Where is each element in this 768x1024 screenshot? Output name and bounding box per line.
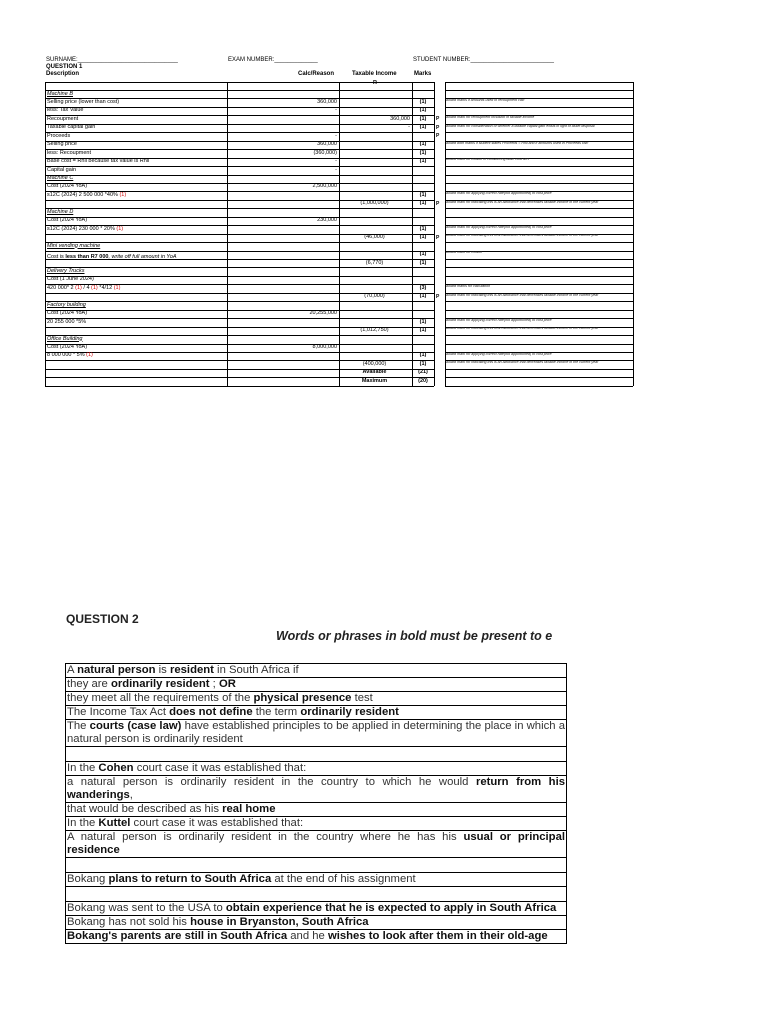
q1-marks: (1) bbox=[419, 327, 427, 334]
q1-calc-value: 20,255,000 bbox=[309, 310, 337, 317]
q1-taxable-value: 360,000 bbox=[390, 115, 410, 122]
q2-cell: they meet all the requirements of the physical presence test bbox=[66, 692, 567, 706]
grid-line bbox=[445, 301, 633, 302]
q1-p-flag: P bbox=[436, 293, 440, 300]
q2-row bbox=[66, 817, 567, 831]
q2-row bbox=[66, 776, 567, 803]
q1-marker-note: Award mark for consideration of whether a taxable capital gain exists in light of asset disposal bbox=[446, 124, 595, 128]
student-number-label: STUDENT NUMBER:_________________________ bbox=[413, 57, 554, 63]
q1-description: Proceeds bbox=[47, 132, 71, 139]
q2-row bbox=[66, 858, 567, 873]
q1-marker-note: Award mark for indicating this is an allowance that decreases taxable income in the current year bbox=[446, 327, 599, 331]
q1-calc-value: 8,000,000 bbox=[312, 344, 337, 350]
surname-label: SURNAME:______________________________ bbox=[46, 57, 178, 63]
q1-marks: (1) bbox=[419, 158, 427, 165]
q2-row bbox=[66, 831, 567, 858]
grid-line bbox=[445, 132, 633, 133]
q1-marker-note: Award mark for reason in considering base cost sert bbox=[446, 158, 529, 162]
q1-description: s12C (2024) 2 500 000 *40% (1) bbox=[47, 191, 127, 198]
q2-cell: they are ordinarily resident ; OR bbox=[66, 678, 567, 692]
q1-description: Selling price (lower than cost) bbox=[47, 98, 120, 105]
q1-marks: (1) bbox=[419, 234, 427, 241]
q2-cell: The Income Tax Act does not define the term ordinarily resident bbox=[66, 706, 567, 720]
q1-marks: (1) bbox=[419, 115, 427, 122]
q1-description: Taxable capital gain bbox=[47, 124, 96, 131]
q1-marker-note: Award mark for indicating this is an allowance that decreases taxable income in the current year bbox=[446, 234, 599, 238]
q1-marker-note: Award both marks if student states Proceeds = Rnil and if amounts used in Proceeds calc bbox=[446, 141, 589, 145]
grid-line bbox=[445, 166, 633, 167]
question1-grid bbox=[45, 82, 633, 439]
grid-line bbox=[445, 208, 633, 209]
grid-line bbox=[45, 82, 46, 386]
q1-description: Base cost = Rnil because tax value is Rnil bbox=[47, 158, 150, 165]
q2-cell: Bokang has not sold his house in Bryanston, South Africa bbox=[66, 916, 567, 930]
q2-row bbox=[66, 747, 567, 762]
q1-marks: (1) bbox=[419, 141, 427, 148]
currency-label: R bbox=[373, 80, 377, 86]
q1-p-flag: P bbox=[436, 116, 440, 123]
q1-p-flag: P bbox=[436, 200, 440, 207]
q1-description: s12C (2024) 230 000 * 20% (1) bbox=[47, 225, 124, 232]
q1-marks: (21) bbox=[418, 369, 428, 376]
q1-taxable-value: - bbox=[408, 124, 410, 131]
q1-description: Factory building bbox=[47, 301, 86, 308]
grid-line bbox=[445, 310, 633, 311]
q1-marks: (1) bbox=[419, 225, 427, 232]
q1-description: Cost (2024 YoA) bbox=[47, 310, 88, 317]
q1-marker-note: Award mark for applying correct rate(not apportioned) to cost price bbox=[446, 318, 552, 322]
q1-marks: (1) bbox=[419, 98, 427, 105]
q1-calc-value: 230,000 bbox=[317, 217, 337, 224]
q2-row bbox=[66, 720, 567, 747]
q1-description: Capital gain bbox=[47, 166, 77, 173]
col-description: Description bbox=[46, 71, 80, 77]
q2-cell: In the Cohen court case it was established that: bbox=[66, 762, 567, 776]
q1-marks: (1) bbox=[419, 251, 427, 258]
q2-cell: A natural person is resident in South Africa if bbox=[66, 664, 567, 678]
q1-marks: (1) bbox=[419, 318, 427, 325]
q1-marks: (1) bbox=[419, 293, 427, 300]
q2-cell: Bokang plans to return to South Africa at the end of his assignment bbox=[66, 873, 567, 887]
q1-marks: (1) bbox=[419, 259, 427, 266]
q1-description: Delivery Trucks bbox=[47, 267, 85, 274]
q1-marks: (1) bbox=[419, 200, 427, 207]
q1-description: Machine D bbox=[47, 208, 74, 215]
q1-calc-value: - bbox=[335, 158, 337, 165]
grid-line bbox=[445, 276, 633, 277]
q2-row bbox=[66, 902, 567, 916]
q1-marks: (1) bbox=[419, 352, 427, 359]
col-taxable-income: Taxable Income bbox=[352, 71, 397, 77]
q1-description: Cost (2024 YoA) bbox=[47, 183, 88, 190]
grid-line bbox=[445, 335, 633, 336]
q1-description: Recoupment bbox=[47, 115, 79, 122]
q1-marker-note: Award mark for applying correct rate(not apportioned) to cost price bbox=[446, 192, 552, 196]
q1-taxable-value: Available bbox=[362, 369, 387, 376]
q1-taxable-value: (1,012,750) bbox=[360, 327, 389, 334]
q1-description: Cost (2024 YoA) bbox=[47, 217, 88, 224]
q1-description: Machine C bbox=[47, 175, 74, 181]
q1-calc-value: (360,000) bbox=[313, 149, 337, 156]
q1-calc-value: 360,000 bbox=[317, 98, 337, 105]
col-calc-reason: Calc/Reason bbox=[298, 71, 335, 77]
q1-taxable-value: (400,000) bbox=[362, 360, 387, 367]
grid-line bbox=[45, 82, 434, 83]
grid-line bbox=[445, 344, 633, 345]
q2-cell: A natural person is ordinarily resident in the country where he has his usual or principal residence bbox=[67, 831, 565, 856]
q2-row bbox=[66, 887, 567, 902]
grid-line bbox=[227, 82, 228, 386]
q1-marks: (3) bbox=[419, 284, 427, 291]
exam-header bbox=[46, 57, 646, 81]
exam-number-label: EXAM NUMBER:_____________ bbox=[228, 57, 318, 63]
q2-row bbox=[66, 664, 567, 678]
q1-calc-value: 360,000 bbox=[317, 141, 337, 148]
q1-marker-note: Award mark for applying correct rate(not apportioned) to cost price bbox=[446, 352, 552, 356]
q2-row bbox=[66, 873, 567, 887]
grid-line bbox=[445, 259, 633, 260]
q1-taxable-value: (70,000) bbox=[364, 293, 385, 300]
grid-line bbox=[445, 267, 633, 268]
q1-description: Cost is less than R7 000, write off full amount in YoA bbox=[47, 254, 177, 261]
q1-taxable-value: (1,000,000) bbox=[360, 200, 389, 207]
grid-line bbox=[445, 377, 633, 378]
q2-cell: a natural person is ordinarily resident in the country to which he would return from his wanderings, bbox=[67, 776, 565, 801]
q1-marker-note: Award mark for indicating this is an allowance that decreases taxable income in the current year bbox=[446, 293, 599, 297]
grid-line bbox=[45, 386, 434, 387]
q1-calc-value: - bbox=[335, 107, 337, 114]
q1-marker-note: Award mark for indicating this is an allowance that decreases taxable income in the current year bbox=[446, 200, 599, 204]
q1-marks: (20) bbox=[418, 377, 428, 384]
q1-description: 20 255 000 *5% bbox=[47, 318, 87, 325]
grid-line bbox=[445, 107, 633, 108]
q1-marker-note: Award mark for recoupment inclusion in taxable income bbox=[446, 116, 535, 120]
q2-cell: In the Kuttel court case it was established that: bbox=[66, 817, 567, 831]
col-marks: Marks bbox=[414, 71, 432, 77]
q1-description: Cost (1 June 2024) bbox=[47, 276, 94, 283]
grid-line bbox=[445, 242, 633, 243]
q2-cell: The courts (case law) have established principles to be applied in determining the place in which a natural person is ordinarily resident bbox=[67, 720, 565, 745]
q1-description: Office Building bbox=[47, 335, 83, 342]
q1-calc-value: - bbox=[335, 166, 337, 173]
q1-description: Selling price bbox=[47, 141, 77, 148]
q1-taxable-value: Maximum bbox=[361, 377, 388, 384]
q1-description: Mini vending machine bbox=[47, 242, 101, 249]
q2-row bbox=[66, 916, 567, 930]
q2-row bbox=[66, 692, 567, 706]
q1-marks: (1) bbox=[419, 149, 427, 156]
q1-p-flag: P bbox=[436, 234, 440, 241]
q1-taxable-value: (46,000) bbox=[364, 234, 385, 241]
q1-description: 8 000 000 * 5% (1) bbox=[47, 352, 93, 359]
q1-marker-note: Award mark for indicating this is an allowance that decreases taxable income in the current year bbox=[446, 361, 599, 365]
q1-marker-note: Award marks for calculation bbox=[446, 285, 491, 289]
q1-p-flag: P bbox=[436, 133, 440, 140]
q1-description: less: Recoupment bbox=[47, 149, 92, 156]
question2-table bbox=[65, 663, 567, 944]
grid-line bbox=[445, 82, 633, 83]
grid-line bbox=[434, 82, 435, 386]
q1-description: Machine B bbox=[47, 90, 73, 97]
q1-marks: (1) bbox=[419, 191, 427, 198]
question2-title: QUESTION 2 bbox=[66, 612, 139, 626]
q1-description: less: Tax Value bbox=[47, 107, 84, 114]
grid-line bbox=[633, 82, 634, 386]
q2-row bbox=[66, 762, 567, 776]
grid-line bbox=[445, 369, 633, 370]
q1-description: 420 000* 2 (1) / 4 (1) *4/12 (1) bbox=[47, 284, 121, 291]
q1-marker-note: Award mark for applying correct rate(not apportioned) to cost price bbox=[446, 226, 552, 229]
q1-marks: (1) bbox=[419, 124, 427, 131]
grid-line bbox=[445, 175, 633, 176]
q2-cell: Bokang's parents are still in South Africa and he wishes to look after them in their old-age bbox=[66, 930, 567, 944]
q1-taxable-value: (6,770) bbox=[365, 259, 384, 266]
q2-cell bbox=[66, 858, 567, 873]
grid-line bbox=[445, 386, 633, 387]
question1-table bbox=[45, 82, 633, 439]
q2-row bbox=[66, 930, 567, 944]
q2-cell bbox=[66, 747, 567, 762]
q1-marker-note: Award mark for reason bbox=[446, 251, 483, 255]
q2-row bbox=[66, 678, 567, 692]
grid-line bbox=[45, 251, 434, 252]
q1-p-flag: P bbox=[436, 124, 440, 131]
q2-row bbox=[66, 706, 567, 720]
grid-line bbox=[445, 90, 633, 91]
question2-instruction: Words or phrases in bold must be present to e bbox=[276, 629, 553, 643]
grid-line bbox=[445, 183, 633, 184]
q1-marker-note: Award marks if amounts used in recoupment calc bbox=[446, 99, 525, 103]
question1-title: QUESTION 1 bbox=[46, 64, 83, 70]
q1-marks: (1) bbox=[419, 360, 427, 367]
q1-calc-value: - bbox=[335, 132, 337, 139]
q2-row bbox=[66, 803, 567, 817]
grid-line bbox=[445, 217, 633, 218]
q1-calc-value: 2,500,000 bbox=[312, 183, 337, 190]
q2-cell: Bokang was sent to the USA to obtain experience that he is expected to apply in South Africa bbox=[66, 902, 567, 916]
q1-description: Cost (2024 YoA) bbox=[47, 344, 88, 350]
q1-marks: (1) bbox=[419, 107, 427, 114]
q2-cell bbox=[66, 887, 567, 902]
q2-cell: that would be described as his real home bbox=[66, 803, 567, 817]
grid-line bbox=[445, 149, 633, 150]
